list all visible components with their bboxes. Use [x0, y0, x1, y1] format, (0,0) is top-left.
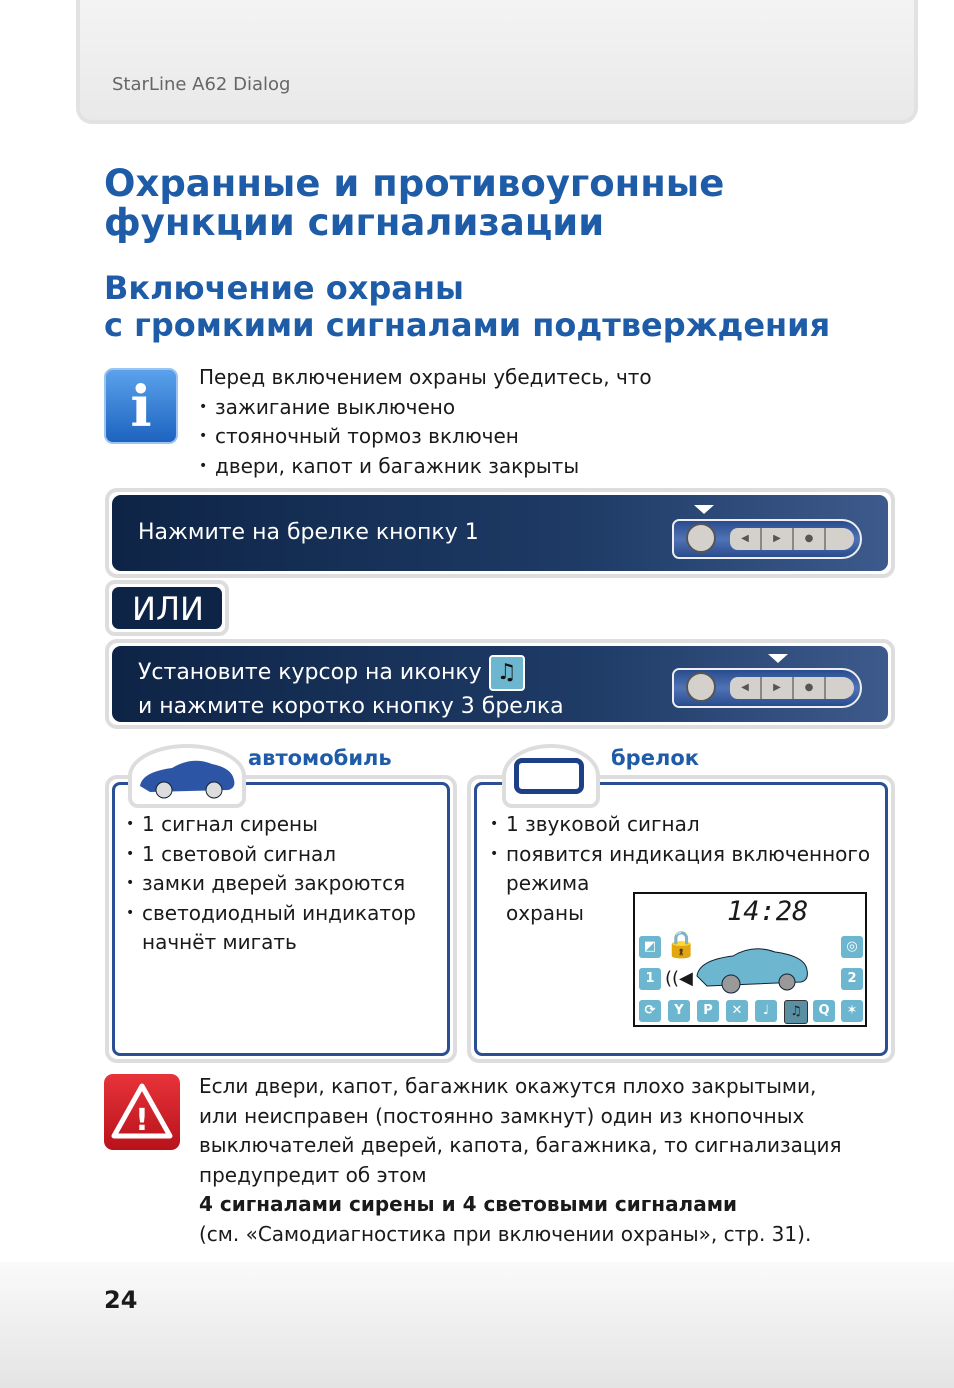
speaker-icon: ((◀: [665, 968, 693, 989]
lcd-car-icon: [693, 942, 813, 998]
step-1-text: Нажмите на брелке кнопку 1: [138, 520, 479, 545]
lcd-icon: P: [697, 1000, 719, 1022]
page-number: 24: [104, 1286, 138, 1314]
music-icon: ♫: [489, 655, 525, 691]
keyfob-icon: ◀ ▶ ●: [672, 513, 862, 559]
car-list: • 1 сигнал сирены • 1 световой сигнал • замки дверей закроются • светодиодный индикатор начнёт мигать: [126, 810, 436, 958]
trunk-icon: ◩: [639, 936, 661, 958]
car-icon: [128, 744, 246, 808]
lock-icon: 🔒: [665, 930, 698, 960]
warning-text: Если двери, капот, багажник окажутся плохо закрытыми, или неисправен (постоянно замкнут) один из кнопочных выключателей дверей, капота, багажника, то сигнализация предупредит об этом 4 сигналами сирены и 4 световыми сигналами (см. «Самодиагностика при включении охраны», стр. 31).: [199, 1074, 842, 1246]
lcd-time: 14:28: [727, 896, 809, 927]
fob-icon: [502, 744, 600, 808]
lcd-icon: ✕: [726, 1000, 748, 1022]
step-1-panel: [105, 488, 895, 578]
keyfob-icon: ◀ ▶ ●: [672, 662, 862, 708]
footer-band: [0, 1262, 954, 1388]
lcd-music-icon: ♫: [784, 1000, 808, 1024]
lcd-2-icon: 2: [841, 968, 863, 990]
lcd-icon: Y: [668, 1000, 690, 1022]
section-title: Включение охраны с громкими сигналами подтверждения: [104, 269, 831, 344]
fob-label: брелок: [611, 746, 699, 770]
fob-list: • 1 звуковой сигнал • появится индикация включенного режима охраны: [490, 810, 895, 1030]
step-2-text: Установите курсор на иконку ♫ и нажмите коротко кнопку 3 брелка: [138, 655, 564, 722]
info-icon: i: [104, 368, 178, 444]
step-2-panel: [105, 639, 895, 729]
lcd-1-icon: 1: [639, 968, 661, 990]
precheck-text: Перед включением охраны убедитесь, что • зажигание выключено • стояночный тормоз включен • двери, капот и багажник закрыты: [199, 363, 652, 481]
lcd-icon: ✶: [841, 1000, 863, 1022]
page-header: [76, 0, 918, 124]
header-title: StarLine A62 Dialog: [112, 74, 291, 95]
steering-icon: ◎: [841, 936, 863, 958]
or-label: ИЛИ: [105, 580, 229, 636]
lcd-icon: Q: [813, 1000, 835, 1022]
lcd-icon: ⟳: [639, 1000, 661, 1022]
svg-text:!: !: [135, 1103, 149, 1138]
warning-icon: [104, 1074, 180, 1150]
page-title: Охранные и противоугонные функции сигнализации: [104, 162, 725, 244]
car-label: автомобиль: [248, 746, 392, 770]
lcd-display: [633, 892, 867, 1027]
lcd-icon: ♩: [755, 1000, 777, 1022]
